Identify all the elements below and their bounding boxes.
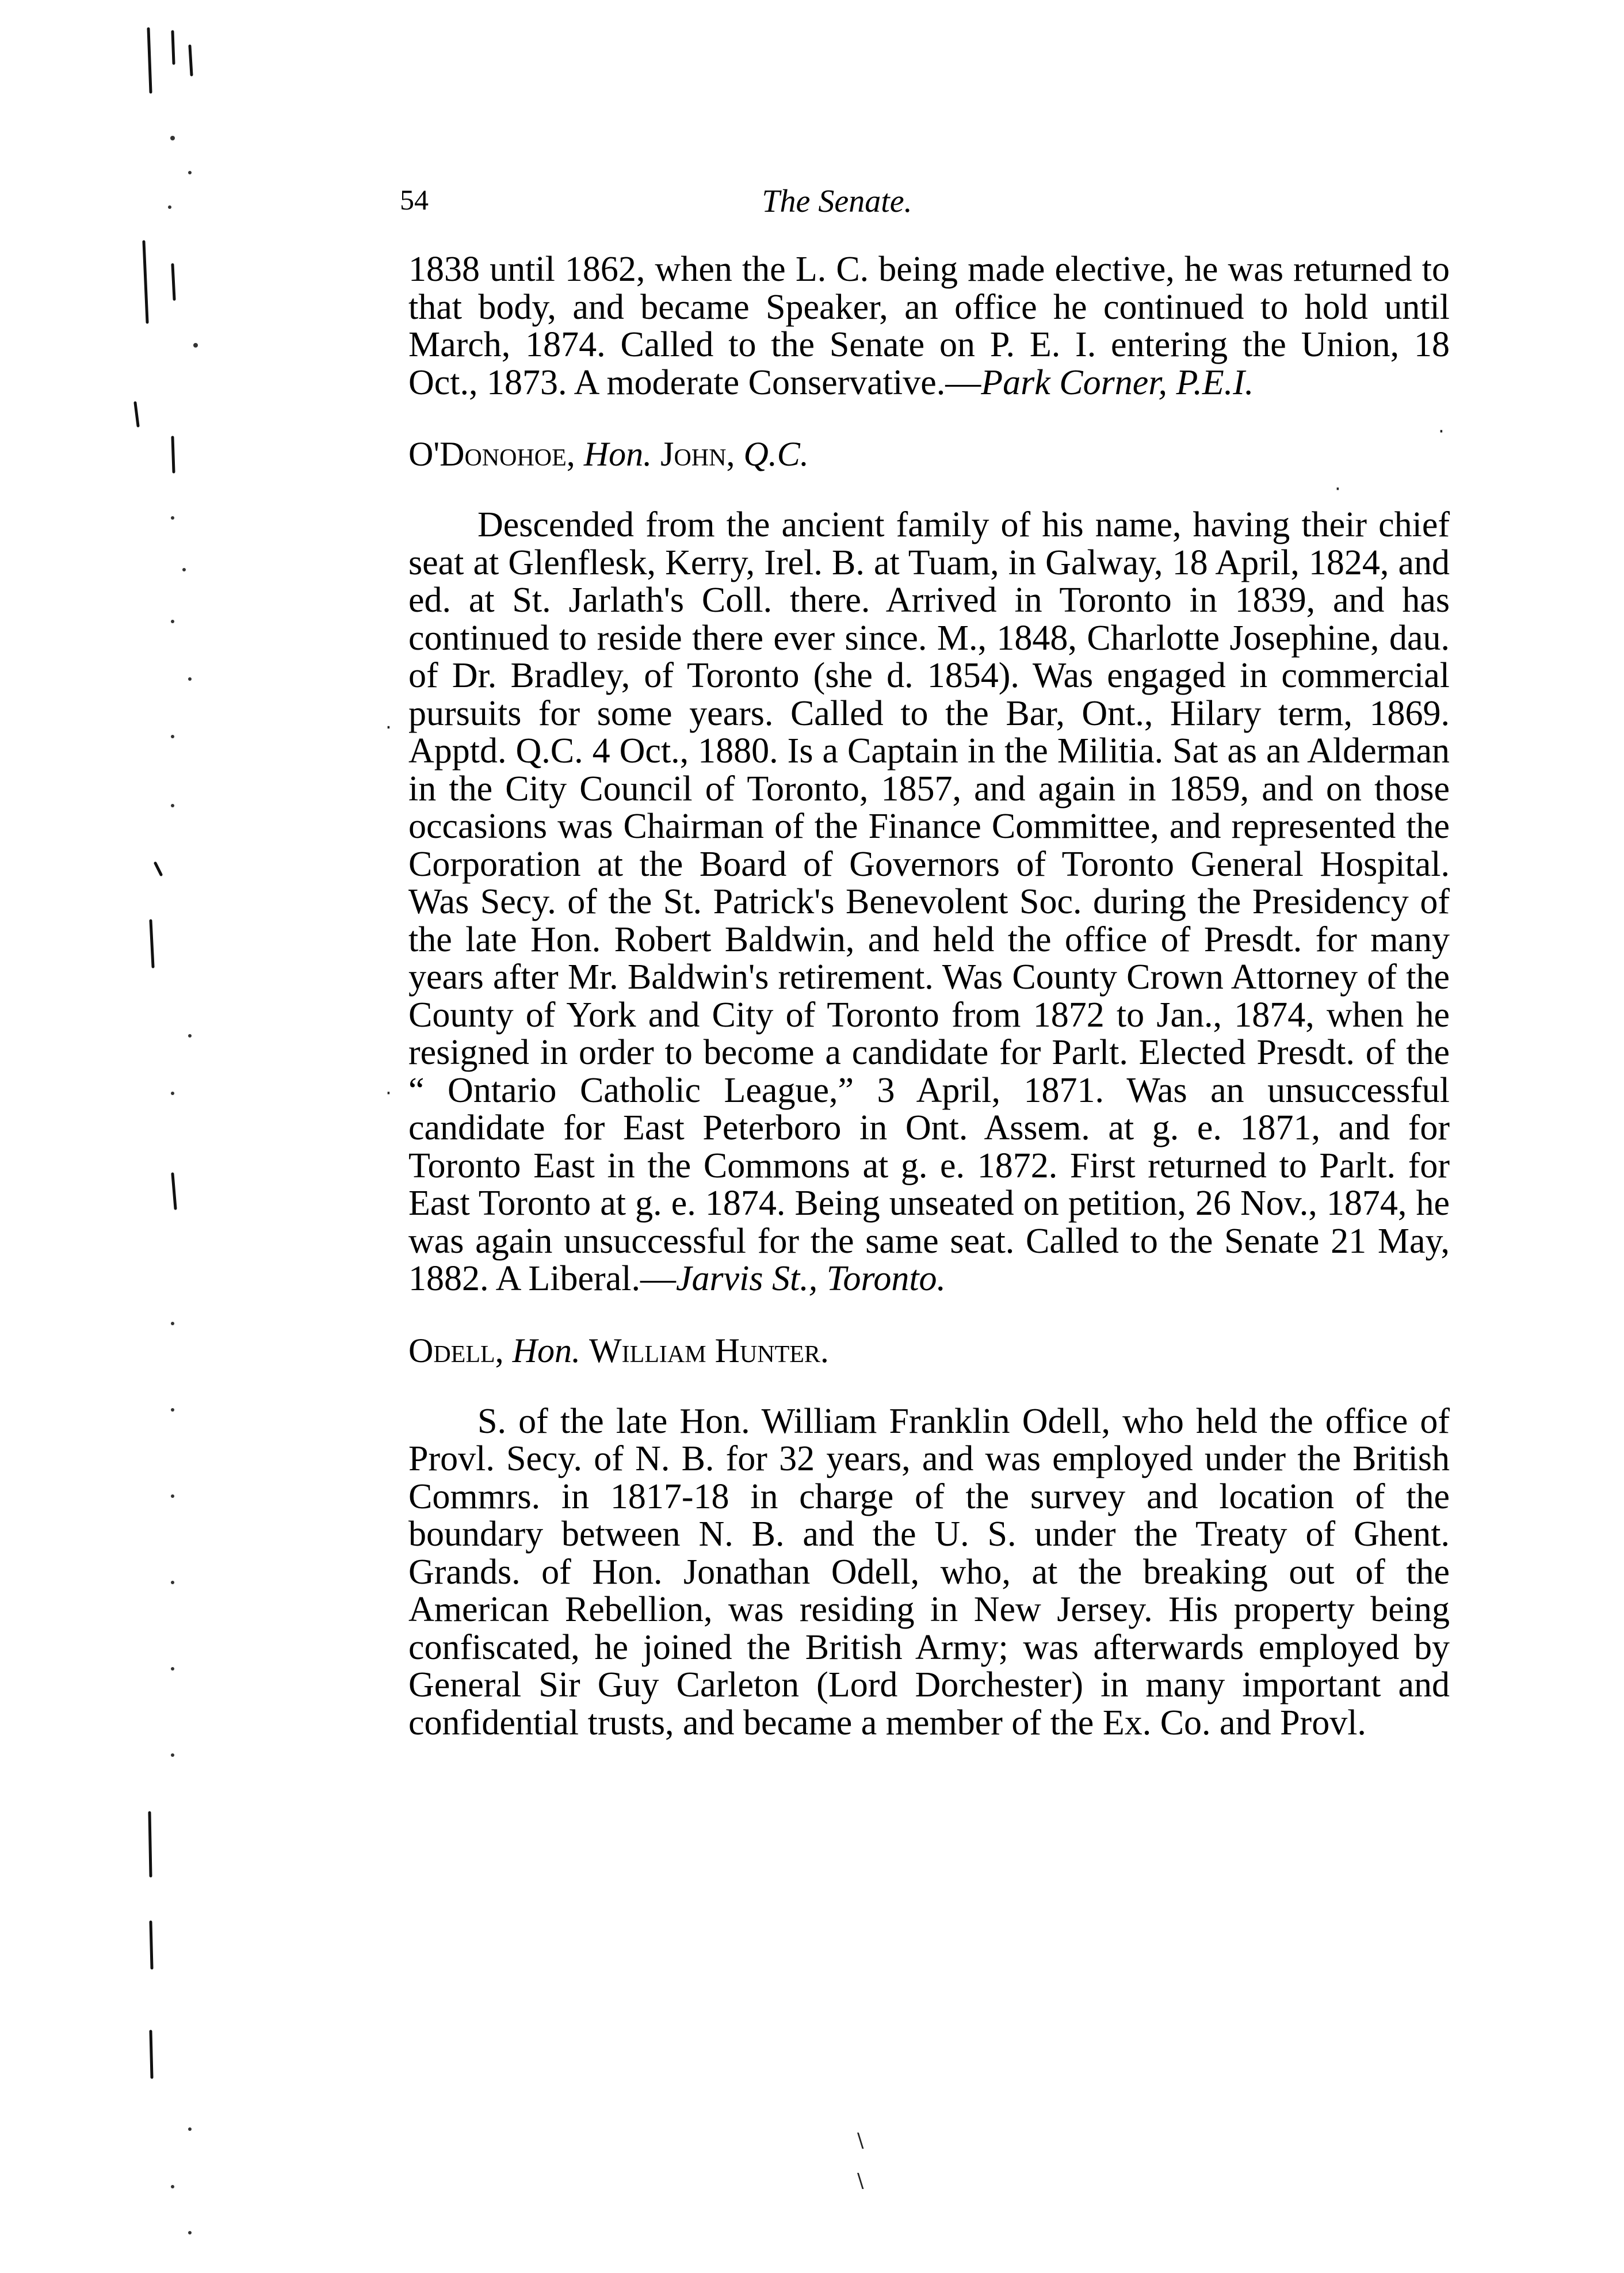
entry-heading (408, 1332, 1450, 1370)
entry-honorific: Hon. (512, 1331, 580, 1370)
entry-surname: Odell, (408, 1331, 504, 1370)
entry-given-name: John, (660, 435, 735, 473)
entry-given-name: William Hunter. (589, 1331, 829, 1370)
entry-honorific: Hon. (583, 435, 652, 473)
stray-mark: · (1335, 478, 1341, 501)
page-body (408, 251, 1450, 1742)
stray-mark: . (385, 711, 392, 734)
stray-mark: \ (857, 2169, 864, 2192)
entry-text: S. of the late Hon. William Franklin Odell, who held the office of Provl. Secy. of N. B. for 32 years, and was employed under the British Commrs. in 1817-18 in charge of the survey and location of the boundary between N. B. and the U. S. under the Treaty of Ghent. Grands. of Hon. Jonathan Odell, who, at the breaking out of the American Rebellion, was residing in New Jersey. His property being confiscated, he joined the British Army; was afterwards employed by General Sir Guy Carleton (Lord Dorchester) in many important and confidential trusts, and became a member of the Ex. Co. and Provl. (408, 1401, 1450, 1742)
continuation-paragraph (408, 251, 1450, 402)
entry-suffix: Q.C. (743, 435, 809, 473)
stray-mark: · (385, 1082, 392, 1105)
scan-margin-artifacts (0, 0, 242, 2273)
running-title: The Senate. (762, 184, 912, 219)
page-header (400, 183, 1274, 229)
entry-paragraph (408, 1403, 1450, 1742)
continuation-address: Park Corner, P.E.I. (981, 363, 1254, 402)
entry-text: Descended from the ancient family of his name, having their chief seat at Glenflesk, Kerry, Irel. B. at Tuam, in Galway, 18 April, 1824, and ed. at St. Jarlath's Coll. there. Arrived in Toronto in 1839, and has continued to reside there ever since. M., 1848, Charlotte Josephine, dau. of Dr. Bradley, of Toronto (she d. 1854). Was engaged in commercial pursuits for some years. Called to the Bar, Ont., Hilary term, 1869. Apptd. Q.C. 4 Oct., 1880. Is a Captain in the Militia. Sat as an Alderman in the City Council of Toronto, 1857, and again in 1859, and on those occasions was Chairman of the Finance Committee, and represented the Corporation at the Board of Governors of Toronto General Hospital. Was Secy. of the St. Patrick's Benevolent Soc. during the Presidency of the late Hon. Robert Baldwin, and held the office of Presdt. for many years after Mr. Baldwin's retirement. Was County Crown Attorney of the County of York and City of Toronto from 1872 to Jan., 1874, when he resigned in order to become a candidate for Parlt. Elected Presdt. of the “ Ontario Catholic League,” 3 April, 1871. Was an unsuccessful candidate for East Peterboro in Ont. Assem. at g. e. 1871, and for Toronto East in the Commons at g. e. 1872. First returned to Parlt. for East Toronto at g. e. 1874. Being unseated on petition, 26 Nov., 1874, he was again unsuccessful for the same seat. Called to the Senate 21 May, 1882. A Liberal.— (408, 505, 1450, 1298)
entry-paragraph (408, 506, 1450, 1298)
page-number: 54 (400, 184, 429, 216)
entry-address: Jarvis St., Toronto. (675, 1259, 946, 1298)
stray-mark: · (1438, 420, 1445, 443)
continuation-text: 1838 until 1862, when the L. C. being made elective, he was returned to that body, and became Speaker, an office he continued to hold until March, 1874. Called to the Senate on P. E. I. entering the Union, 18 Oct., 1873. A moderate Conservative.— (408, 250, 1450, 402)
entry-surname: O'Donohoe, (408, 435, 575, 473)
entry-heading (408, 435, 1450, 473)
stray-mark: \ (857, 2129, 864, 2152)
